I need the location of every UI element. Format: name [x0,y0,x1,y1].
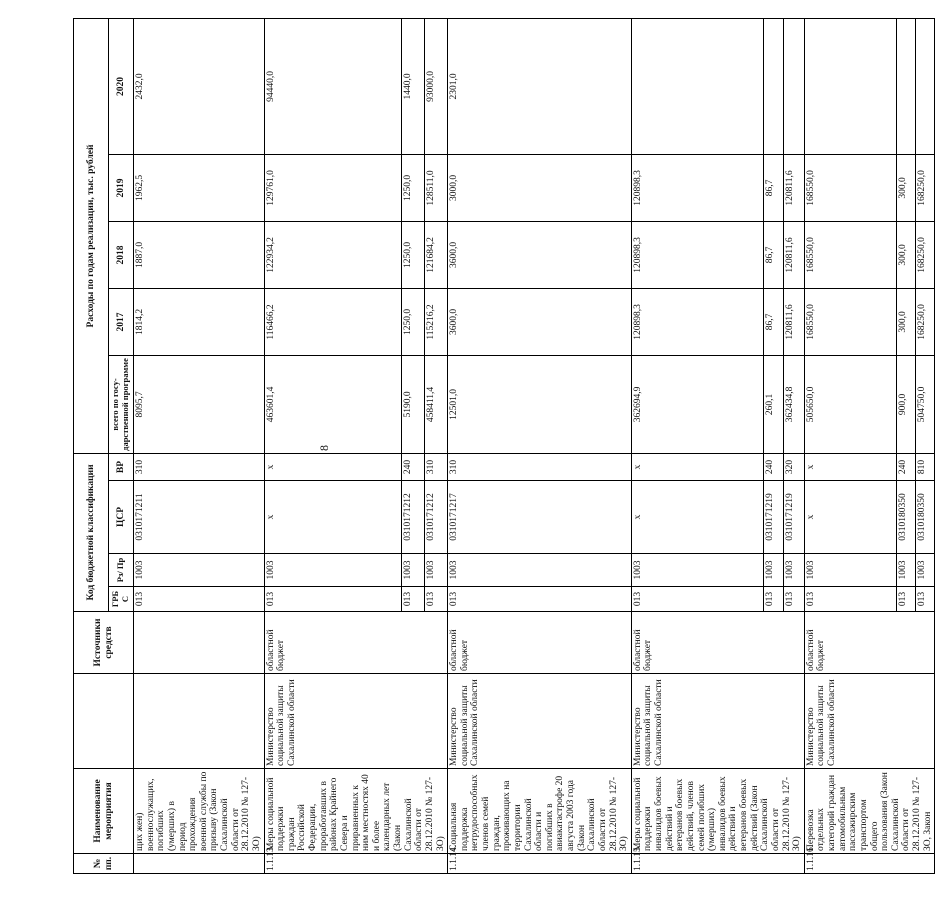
cell-total: 362434,8 [784,355,805,453]
cell-y2018: 120811,6 [784,221,805,288]
cell-vr: x [631,453,763,480]
row-source: областной бюджет [264,612,448,674]
row-name: Социальная поддержка нетрудоспособных членов семей граждан, проживающих на территории Сахалинской области и погибших в авиакатастрофе 20 августа 2003 года (Закон Сахалинской области от 28.12.2010 № 127-ЗО) [448,769,632,854]
cell-y2018: 1250,0 [402,221,425,288]
row-name: щих жен) военнослужащих, погибших (умерших) в период прохождения военной службы по призыву (Закон Сахалинской области от 28.12.2010 № 127-ЗО) [134,769,265,854]
cell-total: 900,0 [897,355,916,453]
cell-rzpr: 1003 [631,554,763,587]
table-body [134,18,935,873]
row-number: 1.1.16. [804,854,935,874]
cell-y2020: 93000,0 [425,18,448,154]
cell-y2020 [631,18,763,154]
cell-y2017: 3600,0 [448,288,632,355]
cell-y2017: 120811,6 [784,288,805,355]
cell-grbs: 013 [916,587,935,612]
cell-y2020 [897,18,916,154]
cell-y2019: 86,7 [763,154,784,221]
header-2020: 2020 [109,18,134,154]
table-row [448,18,632,873]
cell-y2020 [784,18,805,154]
cell-csr: 0310180350 [916,481,935,554]
cell-y2018: 121684,2 [425,221,448,288]
cell-csr: 0310171217 [448,481,632,554]
header-2018: 2018 [109,221,134,288]
table-header [74,18,134,873]
cell-y2020: 1440,0 [402,18,425,154]
cell-grbs: 013 [631,587,763,612]
table-row [804,18,896,873]
cell-y2018: 168250,0 [916,221,935,288]
budget-table [73,18,935,874]
cell-grbs: 013 [402,587,425,612]
cell-y2019: 3000,0 [448,154,632,221]
row-number: 1.1.14. [448,854,632,874]
cell-grbs: 013 [264,587,402,612]
cell-vr: 320 [784,453,805,480]
cell-csr: x [804,481,896,554]
row-number: 1.1.15. [631,854,804,874]
cell-total: 463601,4 [264,355,402,453]
cell-grbs: 013 [897,587,916,612]
cell-vr: 240 [402,453,425,480]
cell-y2018: 300,0 [897,221,916,288]
row-number: 1.1.13. [264,854,448,874]
header-source: Источники средств [74,612,134,674]
cell-y2020 [916,18,935,154]
row-source: областной бюджет [804,612,935,674]
cell-total: 8095,7 [134,355,265,453]
cell-total: 458411,4 [425,355,448,453]
row-name: Меры социальной поддержки инвалидов боевых действий и ветеранов боевых действий, членов семей погибших (умерших) инвалидов боевых действий и ветеранов боевых действий (Закон Сахалинской области от 28.12.2010 № 127-ЗО) [631,769,804,854]
cell-csr: 0310171211 [134,481,265,554]
cell-csr: x [631,481,763,554]
row-source: областной бюджет [631,612,804,674]
row-name: Перевозка отдельных категорий граждан автомобильным пассажирским транспортом общего пользования (Закон Сахалинской области от 28.12.2010 № 127-ЗО, Закон [804,769,935,854]
cell-y2018: 168550,0 [804,221,896,288]
cell-vr: 240 [763,453,784,480]
cell-y2019: 128511,0 [425,154,448,221]
cell-rzpr: 1003 [784,554,805,587]
cell-vr: x [804,453,896,480]
cell-y2019: 120811,6 [784,154,805,221]
cell-y2017: 116466,2 [264,288,402,355]
cell-y2020: 2432,0 [134,18,265,154]
cell-grbs: 013 [448,587,632,612]
cell-csr: 0310180350 [897,481,916,554]
cell-csr: 0310171212 [402,481,425,554]
cell-rzpr: 1003 [425,554,448,587]
cell-y2017: 300,0 [897,288,916,355]
cell-y2020: 94440,0 [264,18,402,154]
cell-y2017: 120898,3 [631,288,763,355]
header-2019: 2019 [109,154,134,221]
cell-grbs: 013 [804,587,896,612]
table-row [264,18,402,873]
header-name: Наименование мероприятия [74,769,134,854]
row-name: Меры социальной поддержки граждан Российской Федерации, проработавших в районах Крайнего Севера и приравненных к ним местностях 40 и более календарных лет (Закон Сахалинской области от 28.12.2010 № 127-ЗО) [264,769,448,854]
cell-csr: 0310171212 [425,481,448,554]
cell-grbs: 013 [425,587,448,612]
cell-y2019: 1250,0 [402,154,425,221]
page-number: 8 [317,445,331,451]
row-executor: Министерство социальной защиты Сахалинской области [264,674,448,769]
rotated-table-wrapper [73,19,933,874]
row-executor: Министерство социальной защиты Сахалинской области [631,674,804,769]
cell-total: 505650,0 [804,355,896,453]
header-budget-code: Код бюджетной классификации [74,453,109,611]
row-executor [134,674,265,769]
cell-csr: 0310171219 [784,481,805,554]
cell-total: 260,1 [763,355,784,453]
cell-y2017: 168250,0 [916,288,935,355]
cell-y2019: 300,0 [897,154,916,221]
cell-y2019: 1962,5 [134,154,265,221]
cell-y2018: 1887,0 [134,221,265,288]
cell-total: 504750,0 [916,355,935,453]
cell-vr: x [264,453,402,480]
cell-csr: x [264,481,402,554]
cell-rzpr: 1003 [804,554,896,587]
row-number [134,854,265,874]
cell-y2017: 86,7 [763,288,784,355]
cell-total: 12501,0 [448,355,632,453]
cell-grbs: 013 [784,587,805,612]
cell-total: 362694,9 [631,355,763,453]
cell-y2018: 122934,2 [264,221,402,288]
header-executor [74,674,134,769]
cell-y2019: 168250,0 [916,154,935,221]
header-2017: 2017 [109,288,134,355]
header-num: № пп. [74,854,134,874]
header-csr: ЦСР [109,481,134,554]
header-total: всего по госу-дарственной программе [109,355,134,453]
cell-csr: 0310171219 [763,481,784,554]
cell-y2018: 3600,0 [448,221,632,288]
cell-y2019: 168550,0 [804,154,896,221]
cell-y2017: 168550,0 [804,288,896,355]
cell-rzpr: 1003 [916,554,935,587]
row-source: областной бюджет [448,612,632,674]
cell-y2017: 1814,2 [134,288,265,355]
cell-vr: 240 [897,453,916,480]
cell-vr: 310 [425,453,448,480]
cell-rzpr: 1003 [763,554,784,587]
cell-y2020 [804,18,896,154]
cell-y2018: 120898,3 [631,221,763,288]
table-row [134,18,265,873]
row-source [134,612,265,674]
cell-grbs: 013 [134,587,265,612]
header-vr: ВР [109,453,134,480]
cell-vr: 810 [916,453,935,480]
cell-grbs: 013 [763,587,784,612]
cell-vr: 310 [448,453,632,480]
cell-rzpr: 1003 [134,554,265,587]
cell-rzpr: 1003 [264,554,402,587]
header-expenses: Расходы по годам реализации, тыс. рублей [74,18,109,453]
cell-y2019: 120898,3 [631,154,763,221]
cell-y2017: 1250,0 [402,288,425,355]
cell-rzpr: 1003 [897,554,916,587]
table-row [631,18,763,873]
row-executor: Министерство социальной защиты Сахалинской области [448,674,632,769]
header-rzpr: Рз/ Пр [109,554,134,587]
cell-rzpr: 1003 [448,554,632,587]
cell-y2020 [763,18,784,154]
cell-total: 5190,0 [402,355,425,453]
cell-vr: 310 [134,453,265,480]
cell-rzpr: 1003 [402,554,425,587]
cell-y2017: 115216,2 [425,288,448,355]
header-grbs: ГРБ С [109,587,134,612]
cell-y2020: 2301,0 [448,18,632,154]
cell-y2019: 129761,0 [264,154,402,221]
cell-y2018: 86,7 [763,221,784,288]
row-executor: Министерство социальной защиты Сахалинской области [804,674,935,769]
